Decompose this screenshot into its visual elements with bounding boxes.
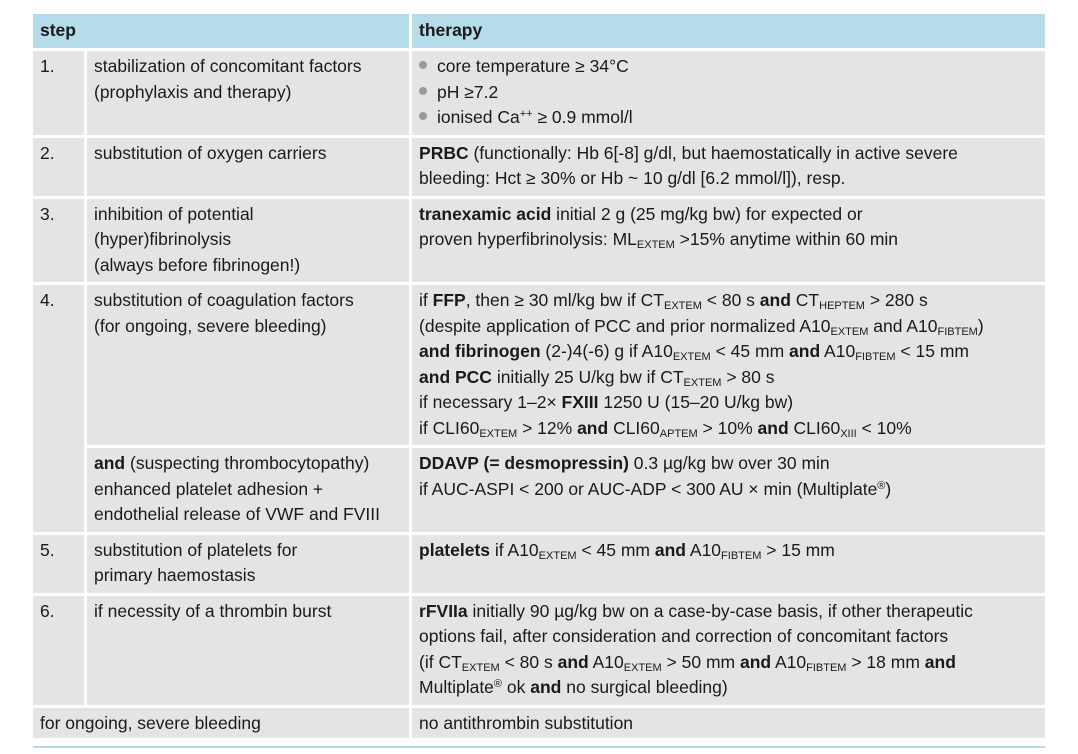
text-segment: pH ≥7.2: [437, 81, 499, 102]
text-segment: no surgical bleeding): [561, 677, 728, 697]
step-line: stabilization of concomitant factors: [94, 56, 362, 76]
therapy-cell: [409, 593, 1045, 705]
footer-therapy: no antithrombin substitution: [409, 705, 1045, 742]
subscript: EXTEM: [538, 549, 577, 562]
step-line: substitution of oxygen carriers: [94, 142, 327, 163]
text-segment: < 45 mm: [576, 539, 655, 560]
superscript: ®: [877, 479, 886, 492]
subscript: FIBTEM: [937, 325, 978, 338]
text-segment: > 18 mm: [846, 651, 925, 672]
therapy-line: [419, 227, 1038, 253]
text-segment: ): [977, 315, 984, 336]
bold-text: rFVIIa: [419, 600, 468, 621]
text-segment: (suspecting thrombocytopathy): [125, 453, 370, 473]
therapy-line: [419, 141, 1038, 167]
subscript: FIBTEM: [721, 549, 762, 562]
subscript: EXTEM: [623, 661, 662, 674]
text-segment: < 10%: [856, 417, 912, 438]
bold-text: tranexamic acid: [419, 203, 552, 224]
therapy-line: [419, 624, 1038, 650]
step-description: [84, 135, 409, 196]
therapy-line: [419, 477, 1038, 503]
text-segment: ≥ 0.9 mmol/l: [532, 107, 633, 127]
therapy-table: [33, 14, 1045, 741]
subscript: FIBTEM: [855, 351, 896, 363]
footer-label: for ongoing, severe bleeding: [33, 705, 409, 742]
text-segment: if necessary 1–2×: [419, 392, 562, 412]
table-row: [33, 593, 1045, 705]
table-row-footer: [33, 705, 1045, 742]
text-segment: (2-)4(-6) g if A10: [540, 341, 673, 361]
text-segment: A10: [588, 651, 624, 672]
text-segment: and A10: [868, 315, 938, 336]
subscript: EXTEM: [672, 351, 711, 363]
therapy-line: [419, 599, 1038, 625]
bottom-rule: [33, 746, 1045, 748]
step-line: primary haemostasis: [94, 565, 256, 585]
bold-text: PRBC: [419, 142, 469, 163]
bold-text: FXIII: [561, 392, 599, 412]
step-description: [84, 532, 409, 593]
text-segment: ok: [502, 677, 531, 697]
table-row: [33, 532, 1045, 593]
therapy-cell: [409, 532, 1045, 593]
text-segment: bleeding: Hct ≥ 30% or Hb ~ 10 g/dl [6.2 mmol/l]), resp.: [419, 168, 846, 188]
therapy-line: [419, 202, 1038, 228]
therapy-table-container: [33, 14, 1045, 741]
text-segment: CLI60: [788, 417, 841, 438]
bold-text: and: [577, 417, 609, 438]
bold-text: and fibrinogen: [419, 341, 541, 361]
text-segment: core temperature ≥ 34°C: [437, 56, 629, 76]
bold-text: DDAVP (= desmopressin): [419, 453, 629, 473]
text-segment: ): [885, 478, 892, 499]
therapy-cell: [409, 196, 1045, 283]
bullet-icon: [419, 87, 427, 95]
bold-text: and: [924, 651, 956, 672]
therapy-line: [419, 390, 1038, 416]
text-segment: 0.3 µg/kg bw over 30 min: [628, 453, 830, 473]
bold-text: and: [739, 651, 772, 672]
table-row: [33, 196, 1045, 283]
therapy-line: [419, 288, 1038, 314]
step-line: (always before fibrinogen!): [94, 254, 301, 275]
step-line: substitution of platelets for: [94, 539, 298, 560]
therapy-bullet-item: [419, 54, 1038, 80]
text-segment: A10: [686, 539, 722, 560]
text-segment: > 50 mm: [661, 651, 740, 672]
table-row: [33, 48, 1045, 135]
text-segment: initially 90 µg/kg bw on a case-by-case basis, if other therapeutic: [467, 600, 973, 621]
step-line: [94, 477, 402, 503]
therapy-cell: [409, 48, 1045, 135]
step-line: (prophylaxis and therapy): [94, 81, 292, 102]
subscript: EXTEM: [683, 376, 722, 389]
table-row: [33, 135, 1045, 196]
text-segment: < 15 mm: [895, 341, 969, 361]
text-segment: proven hyperfibrinolysis: ML: [419, 229, 637, 249]
header-step: step: [33, 14, 409, 48]
step-line: [94, 451, 402, 477]
bullet-icon: [419, 112, 427, 120]
text-segment: CT: [790, 290, 820, 310]
text-segment: ionised Ca: [437, 107, 520, 127]
text-segment: A10: [820, 341, 856, 361]
therapy-bullet-item: [419, 105, 1038, 131]
therapy-line: [419, 650, 1038, 676]
step-line: (for ongoing, severe bleeding): [94, 315, 327, 336]
text-segment: if: [419, 290, 433, 310]
therapy-line: [419, 339, 1038, 365]
therapy-line: [419, 416, 1038, 442]
superscript: ++: [519, 108, 533, 120]
text-segment: , then ≥ 30 ml/kg bw if CT: [465, 290, 664, 310]
therapy-bullet-item: [419, 80, 1038, 106]
step-description: [84, 593, 409, 705]
therapy-cell: [409, 282, 1045, 445]
therapy-line: [419, 314, 1038, 340]
bold-text: and: [654, 539, 686, 560]
text-segment: options fail, after consideration and correction of concomitant factors: [419, 626, 949, 646]
therapy-line: [419, 538, 1038, 564]
subscript: FIBTEM: [806, 661, 847, 674]
header-therapy: therapy: [409, 14, 1045, 48]
text-segment: (despite application of PCC and prior normalized A10: [419, 315, 831, 336]
bold-text: and: [94, 453, 126, 473]
bold-text: and: [530, 677, 562, 697]
text-segment: > 80 s: [721, 366, 775, 387]
bold-text: and: [759, 290, 791, 310]
step-line: inhibition of potential: [94, 203, 254, 224]
table-header-row: [33, 14, 1045, 48]
step-line: if necessity of a thrombin burst: [94, 600, 332, 621]
text-segment: A10: [771, 651, 807, 672]
step-line: [94, 502, 402, 528]
bold-text: FFP: [432, 290, 466, 310]
step-number: 3.: [33, 196, 84, 283]
text-segment: > 15 mm: [761, 539, 835, 560]
therapy-cell: [409, 135, 1045, 196]
bold-text: and: [557, 651, 589, 672]
step-description: [84, 48, 409, 135]
step-line: (hyper)fibrinolysis: [94, 229, 232, 249]
table-body: [33, 48, 1045, 741]
text-segment: > 280 s: [864, 290, 928, 310]
subscript: APTEM: [659, 427, 698, 440]
subscript: XIII: [840, 427, 857, 440]
text-segment: initial 2 g (25 mg/kg bw) for expected or: [551, 203, 863, 224]
text-segment: 1250 U (15–20 U/kg bw): [598, 392, 794, 412]
text-segment: if AUC-ASPI < 200 or AUC-ADP < 300 AU × min (Multiplate: [419, 478, 878, 499]
therapy-line: [419, 451, 1038, 477]
step-line: substitution of coagulation factors: [94, 290, 354, 310]
therapy-line: [419, 166, 1038, 192]
text-segment: < 45 mm: [710, 341, 790, 361]
step-number: 2.: [33, 135, 84, 196]
superscript: ®: [493, 678, 503, 690]
step-number: 6.: [33, 593, 84, 705]
subscript: HEPTEM: [819, 300, 865, 312]
bold-text: and PCC: [419, 366, 492, 387]
text-segment: (functionally: Hb 6[-8] g/dl, but haemostatically in active severe: [468, 142, 958, 163]
text-segment: enhanced platelet adhesion +: [94, 478, 324, 499]
therapy-cell: [409, 445, 1045, 532]
text-segment: > 10%: [697, 417, 758, 438]
text-segment: >15% anytime within 60 min: [674, 229, 899, 249]
bold-text: and: [757, 417, 789, 438]
text-segment: CLI60: [608, 417, 660, 438]
therapy-line: [419, 675, 1038, 701]
text-segment: endothelial release of VWF and FVIII: [94, 504, 380, 524]
text-segment: (if CT: [419, 651, 462, 672]
step-number: 4.: [33, 282, 84, 445]
subscript: EXTEM: [479, 427, 518, 440]
step-number: 1.: [33, 48, 84, 135]
bold-text: and: [789, 341, 821, 361]
text-segment: if A10: [490, 539, 539, 560]
text-segment: initially 25 U/kg bw if CT: [491, 366, 684, 387]
text-segment: < 80 s: [499, 651, 558, 672]
subscript: EXTEM: [461, 661, 500, 674]
step-description: [84, 196, 409, 283]
subscript: EXTEM: [636, 239, 675, 251]
table-row: [33, 282, 1045, 445]
text-segment: Multiplate: [419, 677, 494, 697]
subscript: EXTEM: [664, 300, 702, 312]
step-number-continued: [33, 445, 84, 532]
subscript: EXTEM: [830, 325, 869, 338]
step-number: 5.: [33, 532, 84, 593]
text-segment: if CLI60: [419, 417, 480, 438]
text-segment: < 80 s: [701, 290, 760, 310]
text-segment: > 12%: [517, 417, 578, 438]
step-description: [84, 282, 409, 445]
step-description: [84, 445, 409, 532]
therapy-line: [419, 365, 1038, 391]
bullet-icon: [419, 61, 427, 69]
table-row: [33, 445, 1045, 532]
bold-text: platelets: [419, 539, 491, 560]
